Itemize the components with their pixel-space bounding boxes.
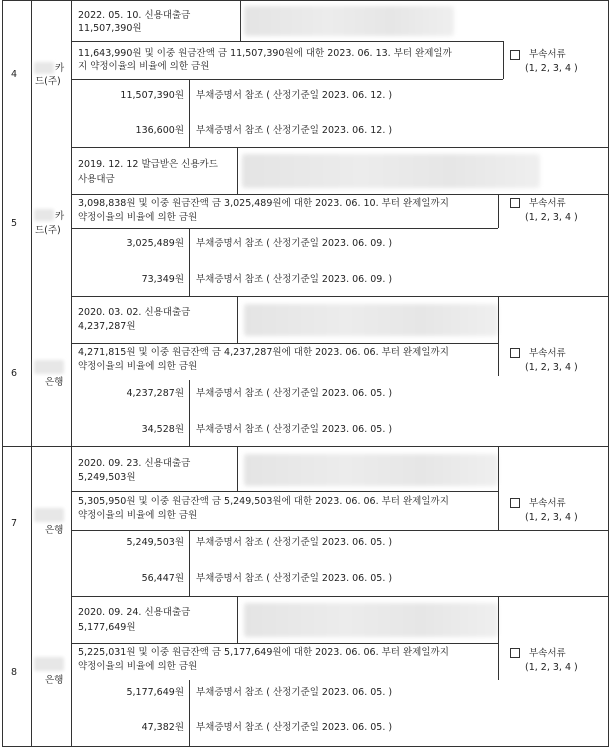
claim-description-line2: 약정이율의 비율에 의한 금원 [78,212,198,223]
attachment-checkbox[interactable] [510,50,520,60]
claim-description-line2: 지 약정이율의 비율에 의한 금원 [78,61,210,72]
loan-amount: 5,177,649원 [78,622,136,633]
attachment-label: 부속서류 [529,348,566,359]
redacted-creditor [34,657,64,671]
creditor-name-part2: 은행 [45,675,64,686]
interest-note: 부채증명서 참조 ( 산정기준일 2023. 06. 05. ) [196,573,393,584]
attachment-list: (1, 2, 3, 4 ) [525,212,578,223]
loan-amount: 4,237,287원 [78,321,136,332]
interest-amount: 34,528원 [141,424,184,435]
row-number: 8 [11,667,18,678]
redacted-block [244,603,498,637]
interest-note: 부채증명서 참조 ( 산정기준일 2023. 06. 05. ) [196,424,393,435]
redacted-creditor [34,62,54,74]
creditor-name-part2: 드(주) [35,225,61,236]
interest-amount: 136,600원 [135,125,184,136]
redacted-block [244,6,454,36]
table-left-border [2,0,3,747]
creditor-name-part2: 드(주) [35,76,61,87]
redacted-block [244,454,498,486]
col-divider-no [31,0,32,747]
row-number: 5 [11,218,18,229]
interest-amount: 47,382원 [141,722,184,733]
principal-amount: 5,177,649원 [126,687,184,698]
attachment-list: (1, 2, 3, 4 ) [525,662,578,673]
loan-amount: 11,507,390원 [78,23,142,34]
principal-amount: 3,025,489원 [126,238,184,249]
attachment-checkbox[interactable] [510,648,520,658]
claim-description-line1: 5,225,031원 및 이중 원금잔액 금 5,177,649원에 대한 2023. 06. 06. 부터 완제일까지 [78,647,449,658]
attachment-label: 부속서류 [529,198,566,209]
loan-amount: 사용대금 [78,174,115,185]
loan-date: 2020. 09. 24. 신용대출금 [78,607,191,618]
attachment-checkbox[interactable] [510,198,520,208]
principal-amount: 11,507,390원 [120,90,184,101]
claim-description-line2: 약정이율의 비율에 의한 금원 [78,361,198,372]
redacted-block [244,304,498,336]
interest-amount: 56,447원 [141,573,184,584]
attachment-list: (1, 2, 3, 4 ) [525,512,578,523]
principal-note: 부채증명서 참조 ( 산정기준일 2023. 06. 05. ) [196,537,393,548]
claim-description-line2: 약정이율의 비율에 의한 금원 [78,661,198,672]
loan-date: 2020. 03. 02. 신용대출금 [78,307,191,318]
row-number: 4 [11,69,18,80]
interest-note: 부채증명서 참조 ( 산정기준일 2023. 06. 05. ) [196,722,393,733]
redacted-creditor [34,209,54,221]
col-divider-creditor [71,0,72,747]
principal-note: 부채증명서 참조 ( 산정기준일 2023. 06. 05. ) [196,388,393,399]
creditor-name-part2: 은행 [45,377,64,388]
principal-amount: 5,249,503원 [126,537,184,548]
attachment-list: (1, 2, 3, 4 ) [525,63,578,74]
attachment-checkbox[interactable] [510,348,520,358]
principal-amount: 4,237,287원 [126,388,184,399]
claim-description-line2: 약정이율의 비율에 의한 금원 [78,510,198,521]
creditor-name-part2: 은행 [45,525,64,536]
row-number: 7 [11,518,18,529]
claim-description-line1: 4,271,815원 및 이중 원금잔액 금 4,237,287원에 대한 2023. 06. 06. 부터 완제일까지 [78,347,449,358]
loan-amount: 5,249,503원 [78,472,136,483]
claim-description-line1: 5,305,950원 및 이중 원금잔액 금 5,249,503원에 대한 2023. 06. 06. 부터 완제일까지 [78,496,449,507]
row-number: 6 [11,368,18,379]
principal-note: 부채증명서 참조 ( 산정기준일 2023. 06. 05. ) [196,687,393,698]
attachment-list: (1, 2, 3, 4 ) [525,362,578,373]
loan-date: 2019. 12. 12 발급받은 신용카드 [78,159,218,170]
creditor-name-part1: 카 [55,63,65,74]
principal-note: 부채증명서 참조 ( 산정기준일 2023. 06. 12. ) [196,90,393,101]
table-right-border [608,0,609,747]
interest-amount: 73,349원 [141,274,184,285]
redacted-creditor [34,360,64,374]
interest-note: 부채증명서 참조 ( 산정기준일 2023. 06. 09. ) [196,274,393,285]
attachment-checkbox[interactable] [510,498,520,508]
attachment-label: 부속서류 [529,498,566,509]
redacted-creditor [34,508,64,522]
principal-note: 부채증명서 참조 ( 산정기준일 2023. 06. 09. ) [196,238,393,249]
attachment-label: 부속서류 [529,49,566,60]
loan-date: 2020. 09. 23. 신용대출금 [78,458,191,469]
attachment-label: 부속서류 [529,648,566,659]
claim-description-line1: 3,098,838원 및 이중 원금잔액 금 3,025,489원에 대한 2023. 06. 10. 부터 완제일까지 [78,198,449,209]
interest-note: 부채증명서 참조 ( 산정기준일 2023. 06. 12. ) [196,125,393,136]
claim-description-line1: 11,643,990원 및 이중 원금잔액 금 11,507,390원에 대한 2023. 06. 13. 부터 완제일까 [78,48,452,59]
redacted-block [242,154,540,188]
loan-date: 2022. 05. 10. 신용대출금 [78,10,191,21]
creditor-name-part1: 카 [55,211,65,222]
